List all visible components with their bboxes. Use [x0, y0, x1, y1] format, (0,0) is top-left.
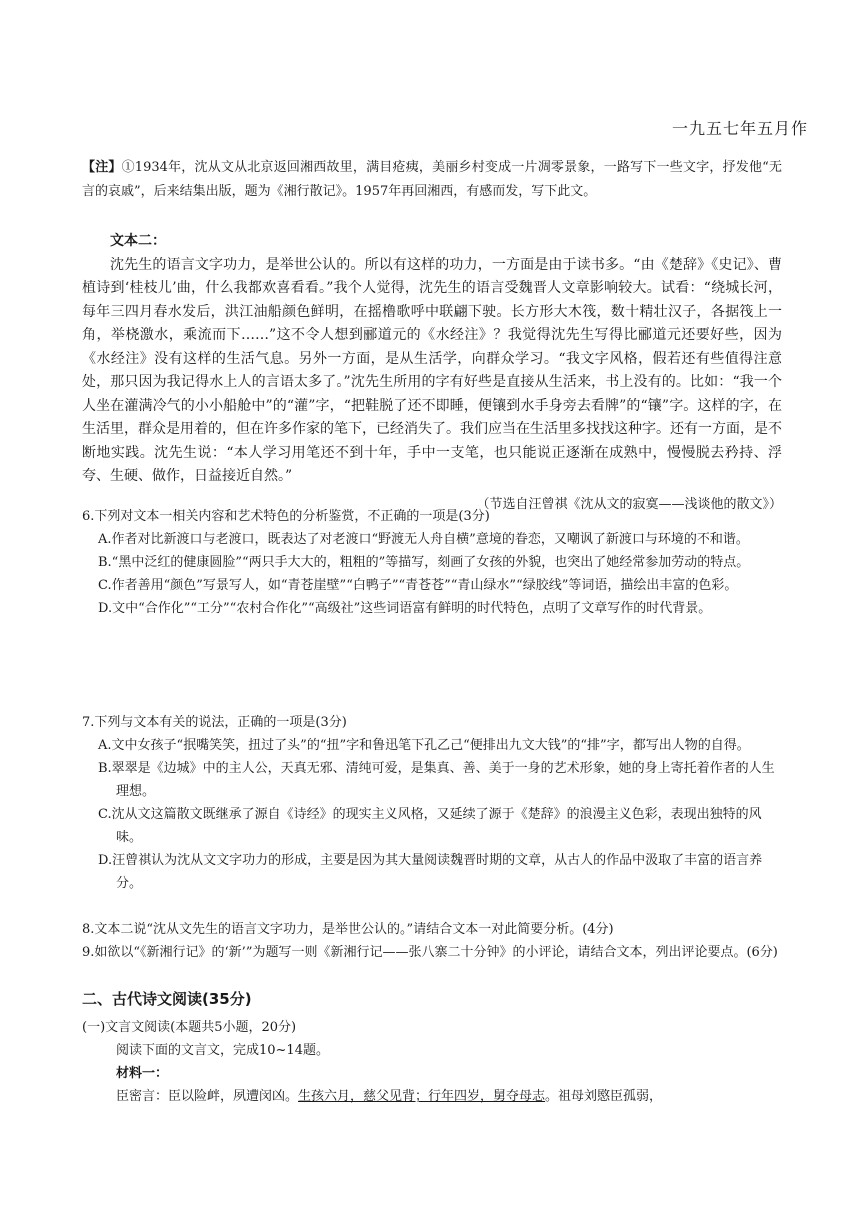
- material-one-line-b: 。祖母刘愍臣孤弱，: [545, 1089, 663, 1104]
- question-6: [82, 505, 782, 620]
- text-two-body: 沈先生的语言文字功力，是举世公认的。所以有这样的功力，一方面是由于读书多。“由《楚辞》《史记》、曹植诗到‘桂枝儿’曲，什么我都欢喜看看。”我个人觉得，沈先生的语言受魏晋人文章影响较大。试看：“绕城长河，每年三四月春水发后，洪江油船颜色鲜明，在摇橹歌呼中联翩下驶。长方形大木筏，数十精壮汉子，各据筏上一角，举桡激水，乘流而下……”这不令人想到郦道元的《水经注》？我觉得沈先生写得比郦道元还要好些，因为《水经注》没有这样的生活气息。另外一方面，是从生活学，向群众学习。“我文字风格，假若还有些值得注意处，那只因为我记得水上人的言语太多了。”沈先生所用的字有好些是直接从生活来，书上没有的。比如：“我一个人坐在灌满冷气的小小船舱中”的“灌”字，“把鞋脱了还不即睡，便镶到水手身旁去看牌”的“镶”字。这样的字，在生活里，群众是用着的，但在许多作家的笔下，已经消失了。我们应当在生活里多找找这种字。还有一方面，是不断地实践。沈先生说：“本人学习用笔还不到十年，手中一支笔，也只能说正逐渐在成熟中，慢慢脱去矜持、浮夸、生硬、做作，日益接近自然。”: [82, 256, 782, 484]
- text-two: [82, 230, 782, 516]
- question-6-option-b: B.“黑中泛红的健康圆脸”“两只手大大的，粗粗的”等描写，刻画了女孩的外貌，也突出了她经常参加劳动的特点。: [98, 555, 750, 570]
- material-one-underlined-2: 行年四岁，舅夺母志: [428, 1089, 546, 1104]
- questions-8-9: [82, 918, 782, 964]
- footnote-text: ①1934年，沈从文从北京返回湘西故里，满目疮痍，美丽乡村变成一片凋零景象，一路写下一些文字，抒发他“无言的哀戚”，后来结集出版，题为《湘行散记》。1957年再回湘西，有感而发，写下此文。: [82, 160, 782, 199]
- material-one-underlined-1: 生孩六月，慈父见背；: [298, 1089, 429, 1104]
- question-7-stem: 7.下列与文本有关的说法，正确的一项是(3分): [82, 715, 347, 730]
- material-one-heading: 材料一：: [116, 1066, 169, 1081]
- question-8: 8.文本二说“沈从文先生的语言文字功力，是举世公认的。”请结合文本一对此简要分析。(4分): [82, 922, 614, 937]
- question-6-option-d: D.文中“合作化”“工分”“农村合作化”“高级社”这些词语富有鲜明的时代特色，点明了文章写作的时代背景。: [98, 601, 712, 616]
- question-7-option-a: A.文中女孩子“抿嘴笑笑，扭过了头”的“扭”字和鲁迅笔下孔乙己“便排出九文大钱”的“排”字，都写出人物的自得。: [98, 738, 750, 753]
- text-two-heading: 文本二：: [110, 233, 166, 249]
- question-6-stem: 6.下列对文本一相关内容和艺术特色的分析鉴赏，不正确的一项是(3分): [82, 509, 490, 524]
- question-6-option-a: A.作者对比新渡口与老渡口，既表达了对老渡口“野渡无人舟自横”意境的眷恋，又嘲讽了新渡口与环境的不和谐。: [98, 532, 749, 547]
- footnote-mark: 【注】: [82, 160, 122, 175]
- question-7-option-c: C.沈从文这篇散文既继承了源自《诗经》的现实主义风格，又延续了源于《楚辞》的浪漫主义色彩，表现出独特的风味。: [98, 807, 762, 845]
- classical-reading-subtitle: (一)文言文阅读(本题共5小题，20分): [82, 1020, 297, 1035]
- question-7-option-b: B.翠翠是《边城》中的主人公，天真无邪、清纯可爱，是集真、善、美于一身的艺术形象，她的身上寄托着作者的人生理想。: [98, 761, 775, 799]
- question-7-option-d: D.汪曾祺认为沈从文文字功力的形成，主要是因为其大量阅读魏晋时期的文章，从古人的作品中汲取了丰富的语言养分。: [98, 853, 763, 891]
- date-line: 一九五七年五月作: [671, 119, 808, 138]
- question-6-option-c: C.作者善用“颜色”写景写人，如“青苍崖壁”“白鸭子”“青苍苍”“青山绿水”“绿胶线”等词语，描绘出丰富的色彩。: [98, 578, 738, 593]
- material-one-text: [82, 1085, 782, 1108]
- question-9: 9.如欲以“《新湘行记》的‘新’”为题写一则《新湘行记——张八寨二十分钟》的小评论，请结合文本，列出评论要点。(6分): [82, 945, 778, 960]
- classical-reading-instruction: 阅读下面的文言文，完成10~14题。: [116, 1043, 329, 1058]
- question-7: [82, 711, 782, 895]
- classical-reading: [82, 1016, 782, 1108]
- text-two-source: （节选自汪曾祺《沈从文的寂寞——浅谈他的散文》）: [476, 496, 782, 512]
- material-one-line-a: 臣密言：臣以险衅，夙遭闵凶。: [116, 1089, 299, 1104]
- section-two-title: 二、古代诗文阅读(35分): [82, 990, 252, 1008]
- footnote: [82, 156, 782, 204]
